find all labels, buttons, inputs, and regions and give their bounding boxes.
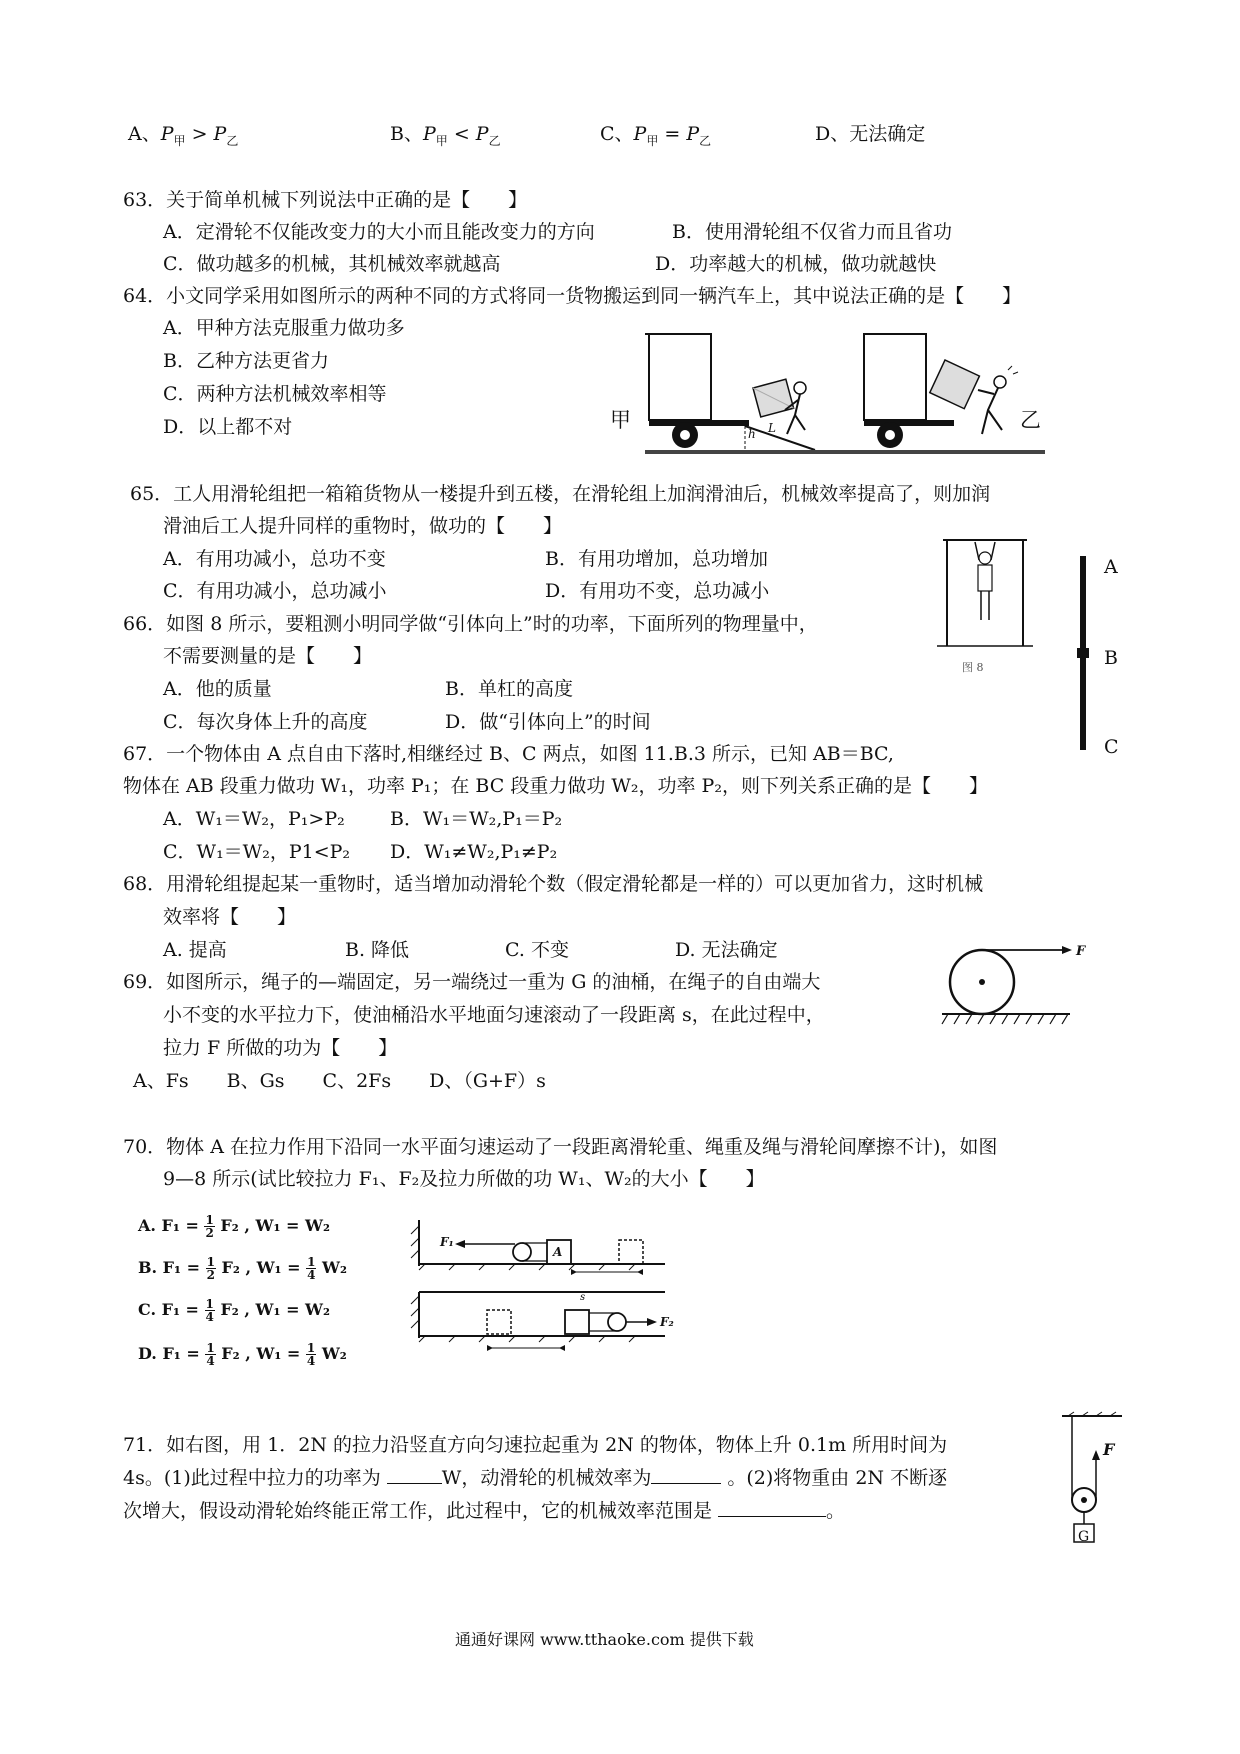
q64-stem: 64．小文同学采用如图所示的两种不同的方式将同一货物搬运到同一辆汽车上，其中说法正确的是【 】	[123, 285, 1022, 307]
fig64-ramp-diagram	[645, 330, 865, 455]
q64-option-a: A．甲种方法克服重力做功多	[163, 317, 405, 339]
q68-option-b: B. 降低	[345, 939, 410, 961]
q64-option-c: C．两种方法机械效率相等	[163, 383, 387, 405]
fig71-pulley-diagram	[1062, 1412, 1132, 1552]
q69-options: A、Fs B、Gs C、2Fs D、（G+F）s	[133, 1070, 546, 1092]
q70-stem-1: 70．物体 A 在拉力作用下沿同一水平面匀速运动了一段距离滑轮重、绳重及绳与滑轮间摩擦不计)，如图	[123, 1136, 998, 1158]
fig70-label-f1: F₁	[440, 1235, 454, 1249]
q65-option-a: A．有用功减小，总功不变	[163, 548, 386, 570]
q68-option-d: D. 无法确定	[675, 939, 778, 961]
q70-option-a: A. F₁ = $\frac{1}{2}$ F₂ , W₁ = W₂	[138, 1213, 330, 1240]
q64-option-b: B．乙种方法更省力	[163, 350, 329, 372]
q63-option-d: D．功率越大的机械，做功就越快	[655, 253, 937, 275]
rod-label-c: C	[1104, 736, 1119, 758]
fig70-label-f2: F₂	[660, 1315, 674, 1329]
q62-option-d: D、无法确定	[815, 123, 926, 145]
fig64-label-jia: 甲	[610, 408, 631, 432]
fig8-pullup-diagram	[935, 538, 1035, 653]
q63-stem: 63．关于简单机械下列说法中正确的是【 】	[123, 189, 528, 211]
fig64-label-l: L	[768, 421, 776, 435]
rod-label-b: B	[1104, 647, 1118, 669]
q66-stem-1: 66．如图 8 所示，要粗测小明同学做“引体向上”时的功率，下面所列的物理量中，	[123, 613, 818, 635]
fig69-barrel-diagram	[942, 944, 1082, 1029]
q65-option-b: B．有用功增加，总功增加	[545, 548, 768, 570]
q68-stem-1: 68．用滑轮组提起某一重物时，适当增加动滑轮个数（假定滑轮都是一样的）可以更加省力，这时机械	[123, 873, 984, 895]
q66-option-b: B．单杠的高度	[445, 678, 573, 700]
q69-stem-1: 69．如图所示，绳子的—端固定，另一端绕过一重为 G 的油桶，在绳子的自由端大	[123, 971, 821, 993]
q63-option-a: A．定滑轮不仅能改变力的大小而且能改变力的方向	[163, 221, 595, 243]
q71-line-2: 4s。(1)此过程中拉力的功率为 W，动滑轮的机械效率为 。(2)将物重由 2N 不断逐	[123, 1467, 948, 1489]
q67-option-a: A．W₁＝W₂，P₁>P₂	[163, 808, 345, 830]
q66-option-d: D．做“引体向上”的时间	[445, 711, 651, 733]
q68-option-a: A. 提高	[163, 939, 227, 961]
page-footer: 通通好课网 www.tthaoke.com 提供下载	[455, 1630, 754, 1649]
q70-option-c: C. F₁ = $\frac{1}{4}$ F₂ , W₁ = W₂	[138, 1297, 331, 1324]
q65-option-d: D．有用功不变，总功减小	[545, 580, 770, 602]
q62-option-a: A、$P_甲 > P_乙$	[128, 123, 239, 148]
q69-stem-2: 小不变的水平拉力下，使油桶沿水平地面匀速滚动了一段距离 s，在此过程中，	[163, 1004, 825, 1026]
q67-stem-1: 67．一个物体由 A 点自由下落时,相继经过 B、C 两点，如图 11.B.3 所示，已知 AB＝BC,	[123, 743, 894, 765]
q62-option-b: B、$P_甲 < P_乙$	[390, 123, 501, 148]
fig71-label-f: F	[1103, 1440, 1115, 1459]
q68-option-c: C. 不变	[505, 939, 569, 961]
q63-option-b: B．使用滑轮组不仅省力而且省功	[672, 221, 952, 243]
q64-option-d: D．以上都不对	[163, 416, 293, 438]
rod-label-a: A	[1104, 556, 1118, 578]
fig64-label-yi: 乙	[1020, 408, 1041, 432]
q63-option-c: C．做功越多的机械，其机械效率就越高	[163, 253, 501, 275]
q65-option-c: C．有用功减小，总功减小	[163, 580, 387, 602]
q67-option-c: C．W₁＝W₂，P1<P₂	[163, 841, 351, 863]
q65-stem-2: 滑油后工人提升同样的重物时，做功的【 】	[163, 515, 563, 537]
fig64-label-h: h	[748, 427, 756, 441]
fig64-lift-diagram	[860, 330, 1045, 455]
q67-stem-2: 物体在 AB 段重力做功 W₁，功率 P₁；在 BC 段重力做功 W₂，功率 P₂，则下列关系正确的是【 】	[123, 775, 988, 797]
q68-stem-2: 效率将【 】	[163, 906, 297, 928]
q62-option-c: C、$P_甲 = P_乙$	[600, 123, 712, 148]
fig8-caption: 图 8	[962, 661, 984, 674]
fig71-label-g: G	[1078, 1529, 1090, 1545]
q71-line-1: 71．如右图，用 1．2N 的拉力沿竖直方向匀速拉起重为 2N 的物体，物体上升 0.1m 所用时间为	[123, 1434, 948, 1456]
q67-option-b: B．W₁＝W₂,P₁＝P₂	[390, 808, 563, 830]
fig70-label-block-a: A	[553, 1245, 563, 1259]
q66-option-c: C．每次身体上升的高度	[163, 711, 368, 733]
fig69-label-f: F	[1076, 944, 1086, 959]
q67-option-d: D．W₁≠W₂,P₁≠P₂	[390, 841, 558, 863]
q66-stem-2: 不需要测量的是【 】	[163, 645, 373, 667]
q70-option-d: D. F₁ = $\frac{1}{4}$ F₂ , W₁ = $\frac{1}{4}$ W₂	[138, 1341, 347, 1368]
q70-stem-2: 9—8 所示(试比较拉力 F₁、F₂及拉力所做的功 W₁、W₂的大小【 】	[163, 1168, 765, 1190]
fig70-pulley-diagram	[415, 1220, 685, 1360]
q66-option-a: A．他的质量	[163, 678, 272, 700]
q70-option-b: B. F₁ = $\frac{1}{2}$ F₂ , W₁ = $\frac{1}{4}$ W₂	[138, 1255, 348, 1282]
fig-free-fall-rod	[1076, 556, 1090, 750]
q69-stem-3: 拉力 F 所做的功为【 】	[163, 1037, 398, 1059]
q71-line-3: 次增大，假设动滑轮始终能正常工作，此过程中，它的机械效率范围是 。	[123, 1500, 846, 1522]
q65-stem-1: 65．工人用滑轮组把一箱箱货物从一楼提升到五楼，在滑轮组上加润滑油后，机械效率提高了，则加润	[130, 483, 991, 505]
fig70-label-s: s	[580, 1292, 586, 1303]
